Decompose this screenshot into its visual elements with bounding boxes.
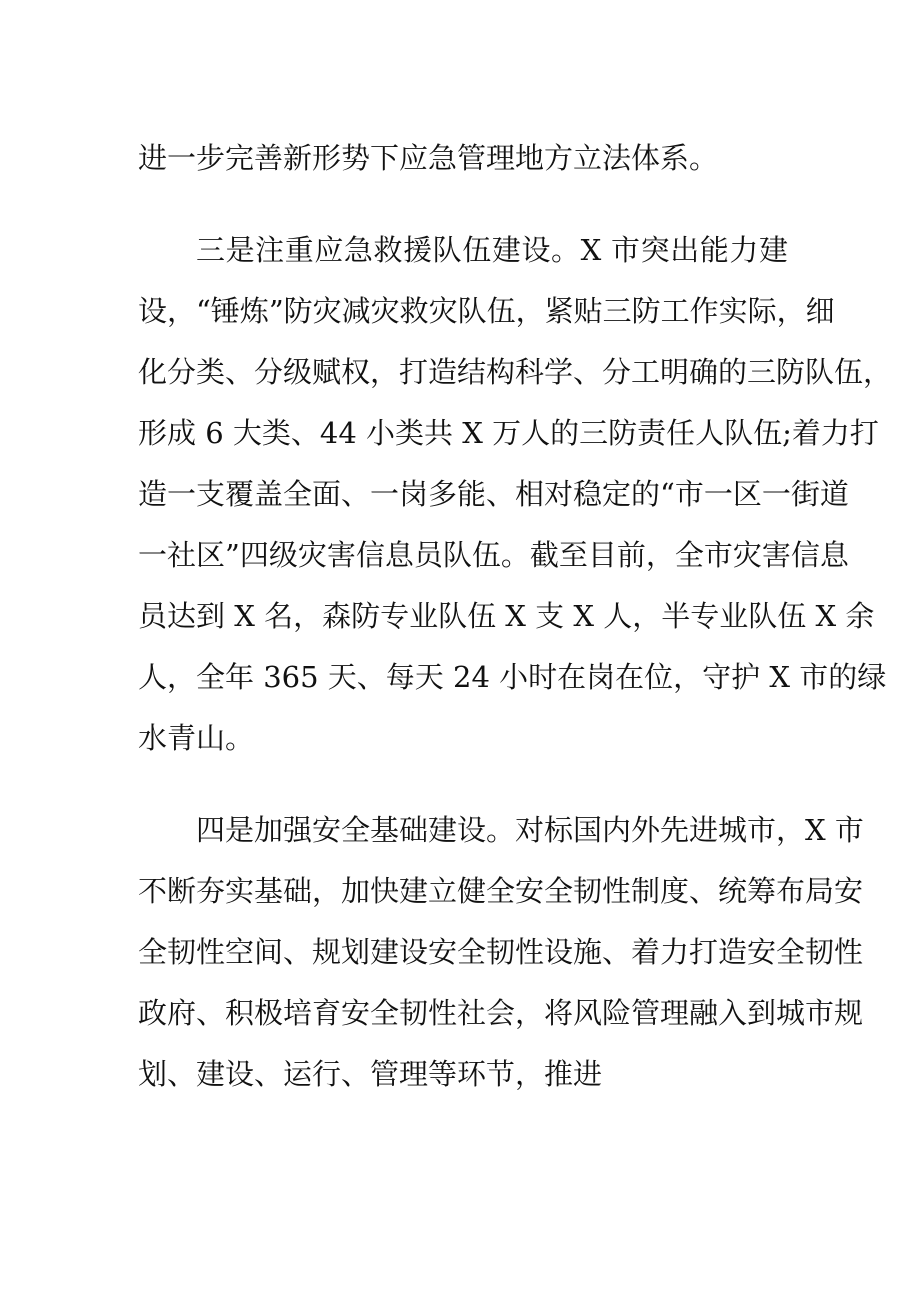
paragraph-3-line-1: 四是加强安全基础建设。对标国内外先进城市，X 市 [196, 813, 864, 847]
paragraph-3-line-3: 全韧性空间、规划建设安全韧性设施、着力打造安全韧性 [138, 935, 864, 969]
paragraph-2-line-5: 造一支覆盖全面、一岗多能、相对稳定的“市一区一街道 [138, 477, 849, 511]
paragraph-2-line-2: 设，“锤炼”防灾减灾救灾队伍，紧贴三防工作实际，细 [138, 294, 835, 328]
paragraph-2-line-6: 一社区”四级灾害信息员队伍。截至目前，全市灾害信息 [138, 538, 849, 572]
paragraph-1-line-1: 进一步完善新形势下应急管理地方立法体系。 [138, 141, 719, 175]
paragraph-2-line-3: 化分类、分级赋权，打造结构科学、分工明确的三防队伍， [138, 355, 893, 389]
paragraph-2-line-7: 员达到 X 名，森防专业队伍 X 支 X 人，半专业队伍 X 余 [138, 599, 875, 633]
paragraph-2-line-9: 水青山。 [138, 721, 255, 755]
paragraph-2-line-4: 形成 6 大类、44 小类共 X 万人的三防责任人队伍;着力打 [138, 416, 879, 450]
paragraph-3-line-4: 政府、积极培育安全韧性社会，将风险管理融入到城市规 [138, 996, 864, 1030]
paragraph-2-line-1: 三是注重应急救援队伍建设。X 市突出能力建 [196, 233, 788, 267]
paragraph-3-line-5: 划、建设、运行、管理等环节，推进 [138, 1057, 603, 1091]
paragraph-2-line-8: 人，全年 365 天、每天 24 小时在岗在位，守护 X 市的绿 [138, 660, 887, 694]
paragraph-3-line-2: 不断夯实基础，加快建立健全安全韧性制度、统筹布局安 [138, 874, 864, 908]
